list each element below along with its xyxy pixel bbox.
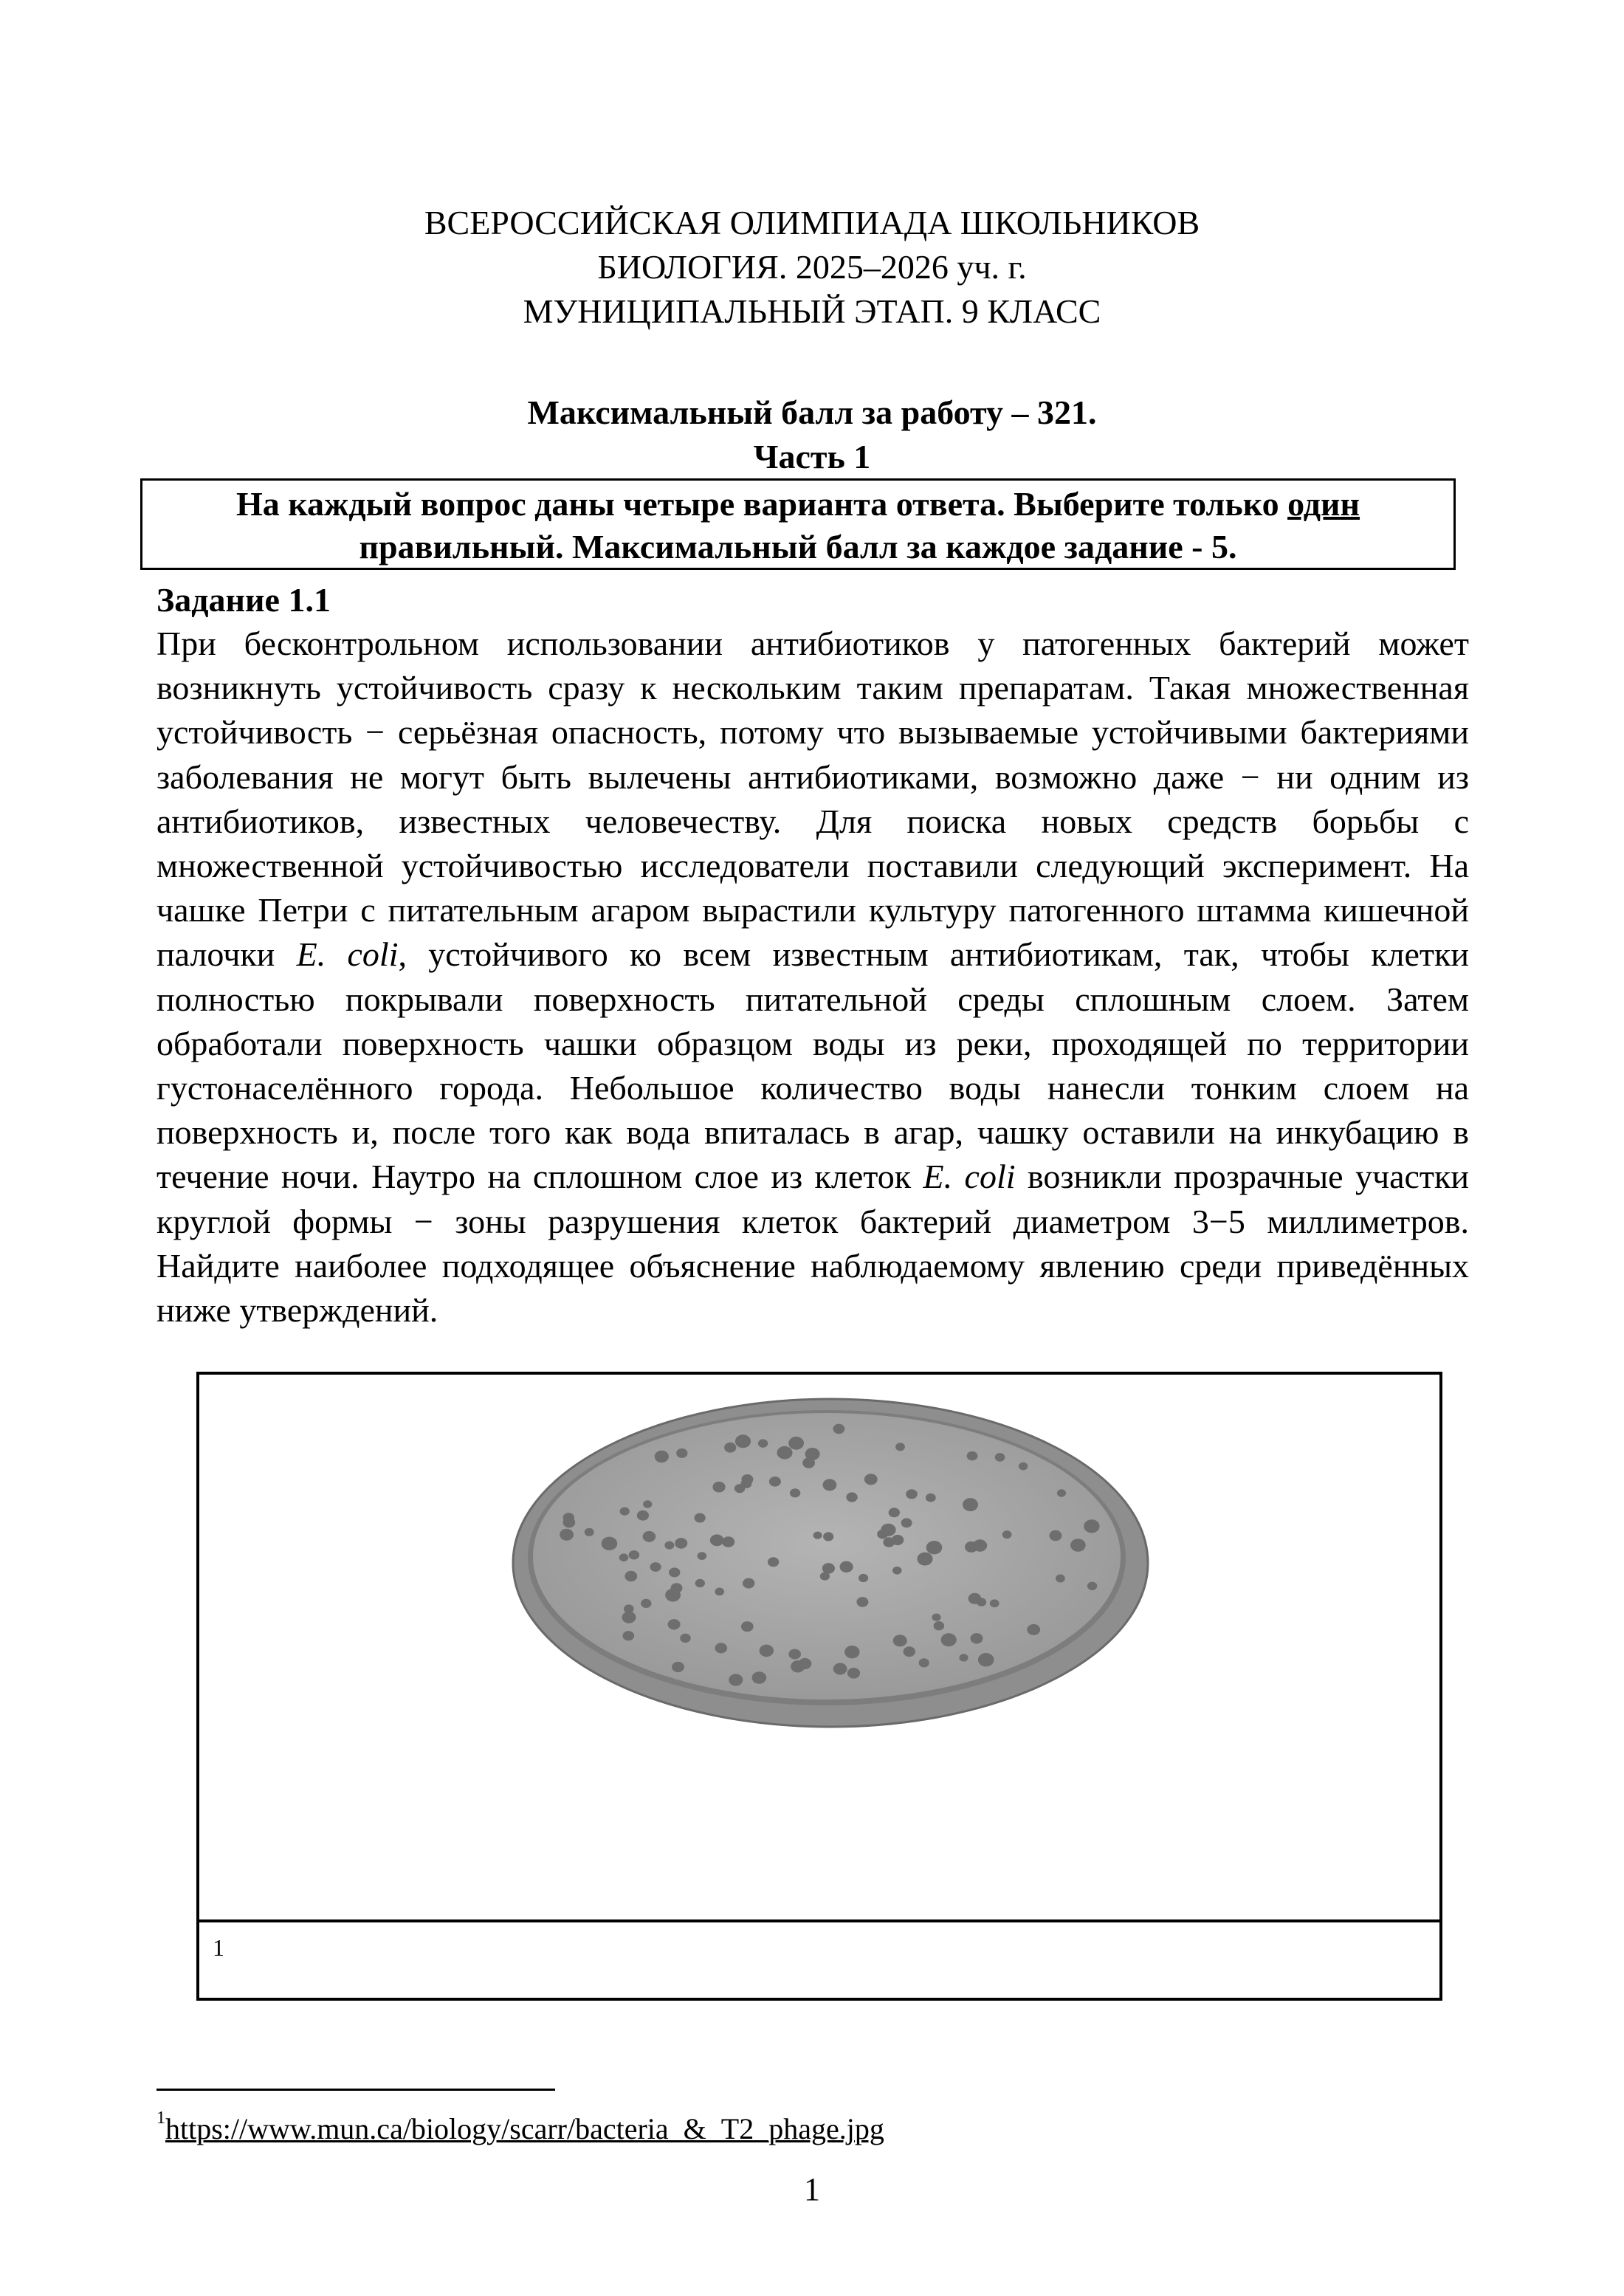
plaque-spot [833,1424,845,1434]
plaque-spot [695,1579,705,1587]
plaque-spot [752,1671,767,1684]
task-paragraph [156,622,1469,1333]
page-number: 1 [804,2171,820,2207]
plaque-spot [1002,1530,1012,1539]
plaque-spot [840,1561,853,1573]
plaque-spot [919,1658,929,1667]
plaque-spot [1084,1519,1099,1533]
plaque-spot [892,1567,902,1575]
instructions-box [140,478,1456,570]
plaque-spot [563,1513,574,1522]
species-name-italic: E. coli [296,935,399,974]
plaque-spot [995,1453,1005,1462]
instructions-underlined-word: один [1287,485,1360,523]
plaque-spot [892,1535,904,1545]
plaque-spot [901,1518,912,1527]
plaque-spot [643,1500,652,1508]
plaque-spot [881,1524,895,1536]
plaque-spot [710,1534,724,1546]
plaque-spot [724,1443,736,1453]
task-title: Задание 1.1 [156,581,331,619]
plaque-spot [971,1633,983,1643]
plaque-spot [740,1437,749,1446]
plaque-spot [665,1589,681,1602]
plaque-spot [625,1571,637,1581]
plaque-spot [813,1532,822,1539]
footnote [156,2108,884,2146]
plaque-spot [847,1668,860,1679]
instructions-text-after: правильный. Максимальный балл за каждое задание - 5. [359,528,1237,566]
plaque-spot [641,1599,651,1608]
plaque-spot [1056,1575,1065,1583]
plaque-spot [734,1484,745,1493]
plaque-spot [650,1562,661,1572]
plaque-spot [990,1599,999,1607]
species-name-italic: E. coli [923,1158,1016,1196]
plaque-spot [893,1635,907,1646]
plaque-spot [1049,1530,1062,1541]
plaque-spot [823,1479,837,1491]
plaque-spot [904,1646,915,1657]
footnote-separator [156,2089,555,2091]
plaque-spot [668,1619,681,1629]
plaque-spot [791,1660,805,1672]
task-text-part2: , устойчивого ко всем известным антибиотикам, так, чтобы клетки полностью покрывали поверхность питательной среды сплошным слоем. Затем обработали поверхность чашки образцом воды из реки, проходящей по территории густонаселённого города. Небольшое количество воды нанесли тонким слоем на поверхность и, после того как вода впиталась в агар, чашку оставили на инкубацию в течение ночи. Наутро на сплошном слое из клеток [156,935,1469,1196]
plaque-spot [620,1508,630,1516]
plaque-spot [622,1612,636,1623]
plaque-spot [669,1567,680,1577]
plaque-spot [968,1593,982,1604]
footnote-marker: 1 [156,2108,165,2128]
figure-table [196,1372,1442,2001]
plaque-spot [959,1654,968,1661]
petri-dish-image [509,1389,1152,1729]
plaque-spot [932,1614,940,1621]
footnote-link[interactable]: https://www.mun.ca/biology/scarr/bacteria_&_T2_phage.jpg [165,2112,884,2145]
plaque-spot [675,1538,687,1549]
plaque-spot [680,1634,691,1643]
plaque-spot [623,1631,635,1640]
plaque-spot [715,1588,724,1596]
plaque-spot [629,1550,640,1559]
part-title: Часть 1 [753,438,871,475]
plaque-spot [741,1621,754,1632]
header-stage-grade: МУНИЦИПАЛЬНЫЙ ЭТАП. 9 КЛАСС [523,292,1101,330]
figure-caption: 1 [213,1934,224,1961]
plaque-spot [864,1474,878,1485]
plaque-spot [698,1552,707,1560]
plaque-spot [1019,1463,1028,1471]
plaque-spot [695,1513,706,1523]
plaque-spot [1057,1489,1066,1496]
plaque-spot [672,1662,684,1672]
plaque-spot [790,1488,800,1497]
plaque-spot [664,1541,674,1550]
plaque-spot [978,1653,994,1666]
plaque-spot [619,1553,629,1561]
plaque-spot [889,1508,900,1517]
plaque-spot [788,1437,804,1450]
plaque-spot [833,1663,847,1675]
plaque-spot [722,1536,734,1547]
plaque-spot [777,1446,793,1460]
plaque-spot [859,1574,868,1582]
plaque-spot [967,1451,978,1460]
instructions-text-before: На каждый вопрос даны четыре варианта ответа. Выберите только [235,485,1288,523]
max-score: Максимальный балл за работу – 321. [527,393,1097,431]
plaque-spot [1070,1539,1086,1552]
plaque-spot [926,1494,936,1502]
header-olympiad-title: ВСЕРОССИЙСКАЯ ОЛИМПИАДА ШКОЛЬНИКОВ [424,204,1200,241]
plaque-spot [760,1645,774,1657]
task-text-part3: возникли прозрачные участки круглой формы − зоны разрушения клеток бактерий диаметром 3−5 миллиметров. Найдите наиболее подходящее объяснение наблюдаемому явлению среди приведённых ниже утверждений. [156,1158,1469,1330]
plaque-spot [926,1541,943,1554]
plaque-spot [934,1621,945,1630]
plaque-spot [1027,1624,1040,1635]
plaque-spot [560,1529,574,1541]
header-subject-year: БИОЛОГИЯ. 2025–2026 уч. г. [597,248,1027,286]
plaque-spot [715,1643,728,1653]
plaque-spot [743,1578,754,1589]
plaque-spot [963,1498,978,1511]
plaque-spot [895,1443,905,1451]
plaque-spot [637,1510,649,1521]
plaque-spot [822,1563,835,1574]
plaque-spot [906,1489,918,1499]
plaque-spot [1087,1582,1097,1590]
plaque-spot [788,1649,801,1660]
plaque-spot [602,1537,618,1550]
plaque-spot [844,1646,859,1658]
plaque-spot [712,1482,725,1493]
plaque-spot [941,1633,957,1646]
plaque-spot [856,1597,868,1607]
plaque-spot [802,1457,815,1468]
figure-image-cell [199,1375,1439,1922]
task-text-part1: При бесконтрольном использовании антибиотиков у патогенных бактерий может возникнуть устойчивость сразу к нескольким таким препаратам. Такая множественная устойчивость − серьёзная опасность, потому что вызываемые устойчивыми бактериями заболевания не могут быть вылечены антибиотиками, возможно даже − ни одним из антибиотиков, известных человечеству. Для поиска новых средств борьбы с множественной устойчивостью исследователи поставили следующий эксперимент. На чашке Петри с питательным агаром вырастили культуру патогенного штамма кишечной палочки [156,625,1469,974]
plaque-spot [846,1492,857,1502]
plaque-spot [624,1604,634,1613]
document-header [0,201,1624,334]
plaque-spot [920,1553,929,1561]
plaque-spot [729,1674,743,1685]
plaque-spot [768,1557,779,1567]
plaque-spot [823,1532,833,1541]
plaque-spot [643,1531,656,1542]
plaque-spot [758,1439,768,1447]
plaque-spot [655,1451,669,1463]
plaque-spot [769,1477,781,1487]
plaque-spot [965,1541,978,1553]
plaque-spot [585,1528,594,1536]
plaque-spot [676,1448,687,1458]
